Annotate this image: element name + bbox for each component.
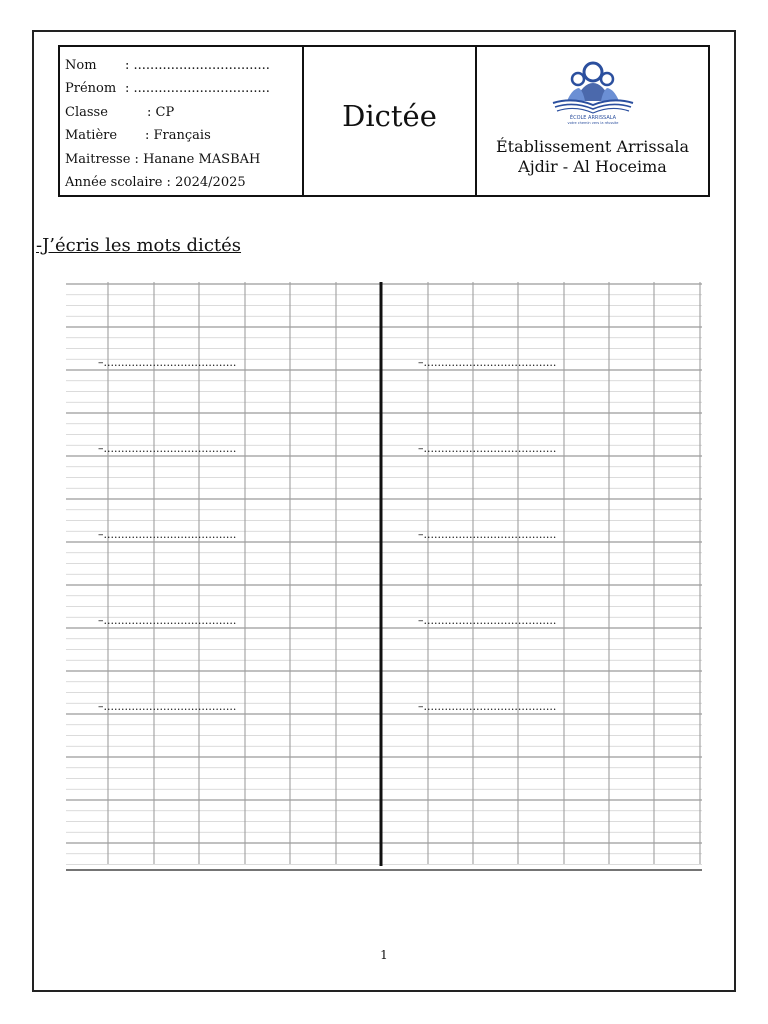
- school-cell: [477, 47, 708, 195]
- title-cell: [304, 47, 477, 195]
- answer-line[interactable]: –......................................: [418, 614, 557, 627]
- answer-line[interactable]: –......................................: [418, 442, 557, 455]
- answer-line[interactable]: –......................................: [418, 356, 557, 369]
- field-value: Hanane MASBAH: [143, 151, 261, 167]
- header-box: [58, 45, 710, 197]
- field-label: Année scolaire: [65, 175, 163, 191]
- field-separator: :: [134, 151, 139, 167]
- field-separator: :: [125, 81, 130, 97]
- field-nom: [65, 54, 302, 77]
- field-label: Maitresse: [65, 151, 131, 167]
- logo-text: ÉCOLE ARRISSALA: [569, 115, 616, 121]
- field-label: Classe: [65, 104, 108, 120]
- answer-line[interactable]: –......................................: [98, 356, 237, 369]
- answer-line[interactable]: –......................................: [98, 442, 237, 455]
- nom-blank[interactable]: .................................: [133, 58, 270, 73]
- field-value: 2024/2025: [175, 175, 246, 191]
- field-classe: [65, 101, 302, 124]
- page-title: Dictée: [342, 99, 437, 133]
- field-separator: :: [166, 175, 171, 191]
- field-maitresse: [65, 148, 302, 171]
- answer-line[interactable]: –......................................: [418, 528, 557, 541]
- field-separator: :: [147, 104, 152, 120]
- field-annee: [65, 171, 302, 194]
- seyes-grid: [66, 282, 702, 872]
- school-logo-icon: [545, 61, 641, 125]
- field-label: Prénom: [65, 81, 117, 97]
- handwriting-grid: [66, 282, 702, 872]
- answer-line[interactable]: –......................................: [98, 614, 237, 627]
- field-separator: :: [125, 58, 130, 73]
- answer-line[interactable]: –......................................: [98, 528, 237, 541]
- page-number: 1: [380, 948, 388, 962]
- field-value: Français: [153, 128, 211, 144]
- instruction: -J’écris les mots dictés: [36, 235, 242, 256]
- field-label: Nom: [65, 58, 97, 73]
- school-location: Ajdir - Al Hoceima: [518, 157, 667, 176]
- answer-line[interactable]: –......................................: [418, 700, 557, 713]
- school-name: Établissement Arrissala: [495, 137, 690, 156]
- field-prenom: [65, 77, 302, 100]
- logo-slogan: votre chemin vers la réussite: [567, 121, 618, 125]
- answer-line[interactable]: –......................................: [98, 700, 237, 713]
- student-info: [60, 47, 304, 195]
- prenom-blank[interactable]: .................................: [133, 81, 270, 97]
- field-label: Matière: [65, 128, 118, 144]
- field-separator: :: [145, 128, 150, 144]
- field-matiere: [65, 124, 302, 147]
- field-value: CP: [155, 104, 175, 120]
